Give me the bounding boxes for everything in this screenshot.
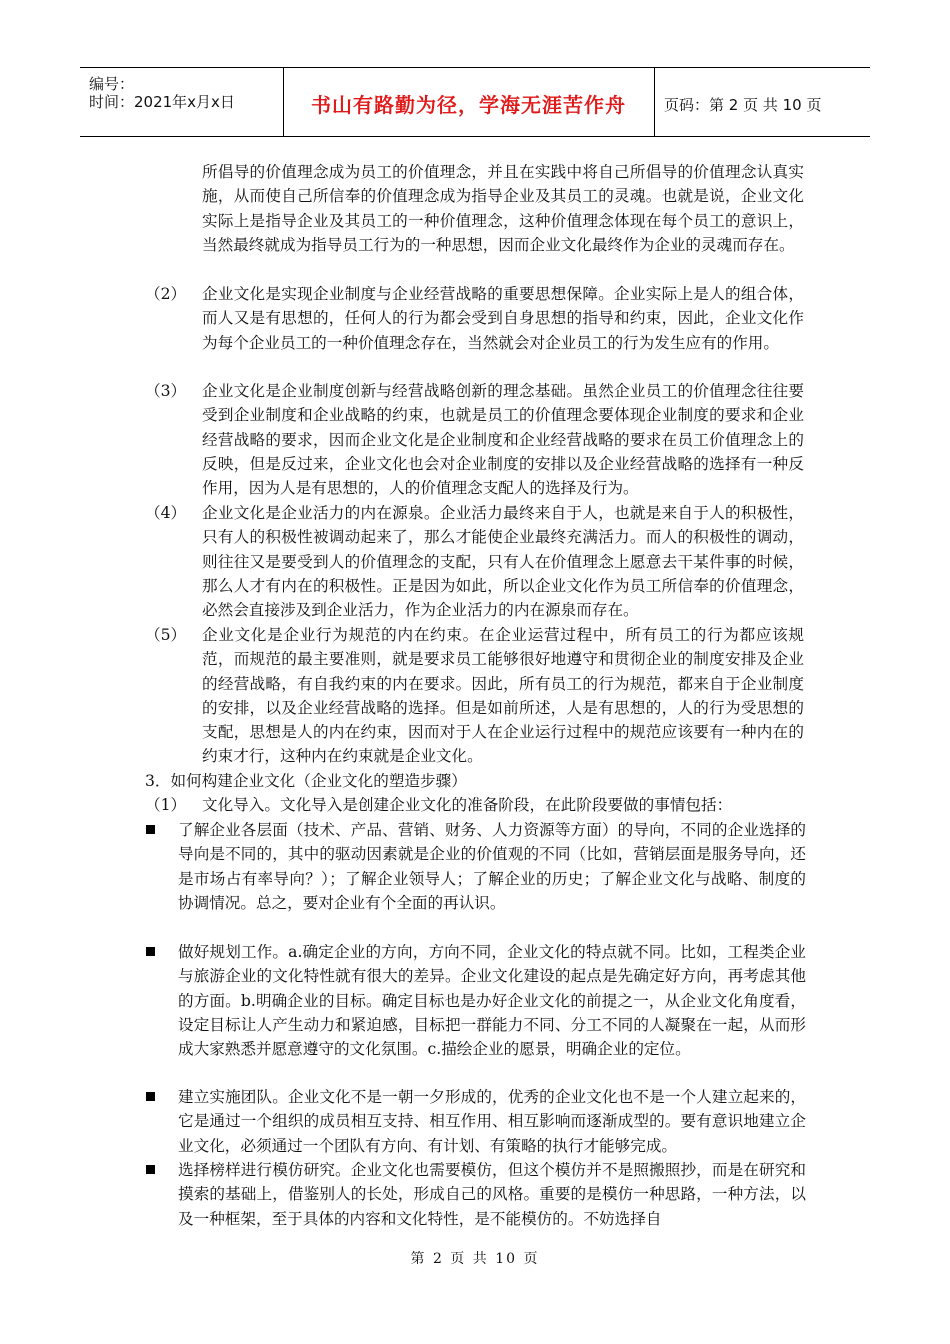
page-footer: 第 2 页 共 10 页: [410, 1251, 540, 1267]
step-text-1: 文化导入。文化导入是创建企业文化的准备阶段，在此阶段要做的事情包括：: [202, 796, 733, 814]
bullet-icon: [146, 1165, 155, 1174]
paragraph-item-3: 企业文化是企业制度创新与经营战略创新的理念基础。虽然企业员工的价值理念往往要受到企业制度和企业战略的约束，也就是员工的价值理念要体现企业制度的要求和企业经营战略的要求，因而企业文化是企业制度和企业经营战略的要求在员工价值理念上的反映，但是反过来，企业文化也会对企业制度的安排以及企业经营战略的选择有一种反作用，因为人是有思想的，人的价值理念支配人的选择及行为。: [202, 382, 804, 498]
document-number-label: 编号：: [89, 75, 135, 93]
bullet-item-2: 做好规划工作。a.确定企业的方向，方向不同，企业文化的特点就不同。比如，工程类企业与旅游企业的文化特性就有很大的差异。企业文化建设的起点是先确定好方向，再考虑其他的方面。b.明确企业的目标。确定目标也是办好企业文化的前提之一，从企业文化角度看，设定目标让人产生动力和紧迫感，目标把一群能力不同、分工不同的人凝聚在一起，从而形成大家熟悉并愿意遵守的文化氛围。c.描绘企业的愿景，明确企业的定位。: [178, 943, 806, 1059]
header-top-rule: [80, 67, 870, 68]
item-label-5: （5）: [145, 626, 187, 644]
paragraph-item-5: 企业文化是企业行为规范的内在约束。在企业运营过程中，所有员工的行为都应该规范，而规范的最主要准则，就是要求员工能够很好地遵守和贯彻企业的制度安排及企业的经营战略，有自我约束的内在要求。因此，所有员工的行为规范，都来自于企业制度的安排，以及企业经营战略的选择。但是如前所述，人是有思想的，人的行为受思想的支配，思想是人的内在约束，因而对于人在企业运行过程中的规范应该要有一种内在的约束才行，这种内在约束就是企业文化。: [202, 626, 804, 766]
paragraph-continuation: 所倡导的价值理念成为员工的价值理念，并且在实践中将自己所倡导的价值理念认真实施，从而使自己所信奉的价值理念成为指导企业及其员工的灵魂。也就是说，企业文化实际上是指导企业及其员工的一种价值理念，这种价值理念体现在每个员工的意识上，当然最终就成为指导员工行为的一种思想，因而企业文化最终作为企业的灵魂而存在。: [202, 163, 804, 254]
document-time-label: 时间：2021年x月x日: [89, 93, 235, 111]
header-bottom-rule: [80, 136, 870, 137]
item-label-4: （4）: [145, 504, 187, 522]
item-label-2: （2）: [145, 285, 187, 303]
bullet-icon: [146, 825, 155, 834]
page-header: [80, 67, 870, 137]
bullet-icon: [146, 947, 155, 956]
section-heading-3: 3．如何构建企业文化（企业文化的塑造步骤）: [145, 772, 467, 790]
header-divider-right: [654, 67, 655, 137]
bullet-icon: [146, 1092, 155, 1101]
paragraph-item-2: 企业文化是实现企业制度与企业经营战略的重要思想保障。企业实际上是人的组合体，而人又是有思想的，任何人的行为都会受到自身思想的指导和约束，因此，企业文化作为每个企业员工的一种价值理念存在，当然就会对企业员工的行为发生应有的作用。: [202, 285, 804, 352]
item-label-3: （3）: [145, 382, 187, 400]
header-page-indicator: 页码：第 2 页 共 10 页: [664, 96, 822, 114]
step-label-1: （1）: [145, 796, 187, 814]
bullet-item-3: 建立实施团队。企业文化不是一朝一夕形成的，优秀的企业文化也不是一个人建立起来的，它是通过一个组织的成员相互支持、相互作用、相互影响而逐渐成型的。要有意识地建立企业文化，必须通过一个团队有方向、有计划、有策略的执行才能够完成。: [178, 1088, 806, 1155]
bullet-item-4: 选择榜样进行模仿研究。企业文化也需要模仿，但这个模仿并不是照搬照抄，而是在研究和摸索的基础上，借鉴别人的长处，形成自己的风格。重要的是模仿一种思路，一种方法，以及一种框架，至于具体的内容和文化特性，是不能模仿的。不妨选择自: [178, 1161, 806, 1228]
bullet-item-1: 了解企业各层面（技术、产品、营销、财务、人力资源等方面）的导向，不同的企业选择的导向是不同的，其中的驱动因素就是企业的价值观的不同（比如，营销层面是服务导向，还是市场占有率导向？）；了解企业领导人；了解企业的历史；了解企业文化与战略、制度的协调情况。总之，要对企业有个全面的再认识。: [178, 821, 806, 912]
header-motto: 书山有路勤为径，学海无涯苦作舟: [311, 93, 626, 117]
paragraph-item-4: 企业文化是企业活力的内在源泉。企业活力最终来自于人，也就是来自于人的积极性，只有人的积极性被调动起来了，那么才能使企业最终充满活力。而人的积极性的调动，则往往又是要受到人的价值理念的支配，只有人在价值理念上愿意去干某件事的时候，那么人才有内在的积极性。正是因为如此，所以企业文化作为员工所信奉的价值理念，必然会直接涉及到企业活力，作为企业活力的内在源泉而存在。: [202, 504, 804, 620]
